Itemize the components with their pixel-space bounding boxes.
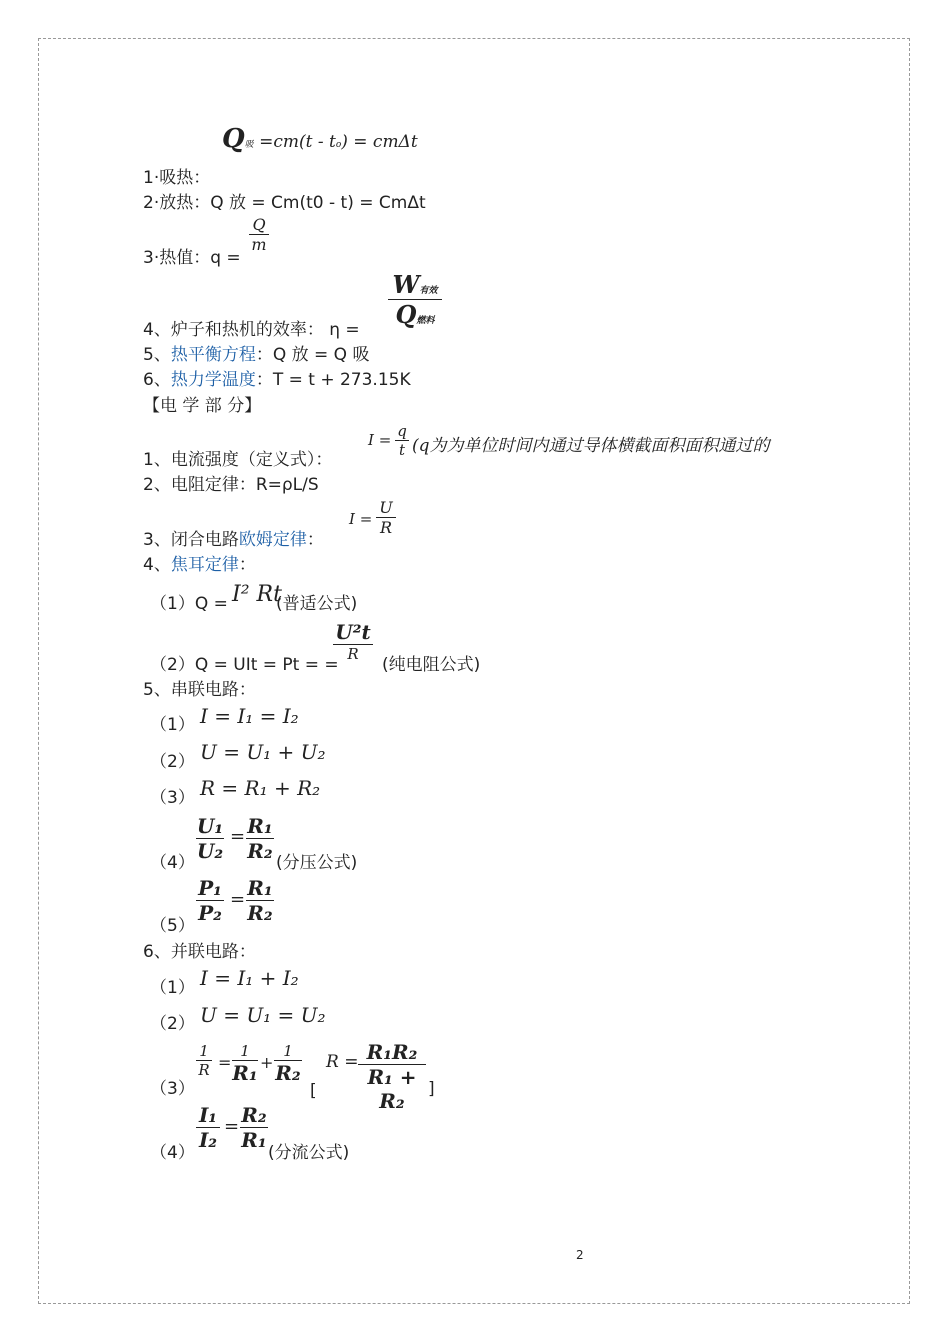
equals-sign: = [230,826,246,847]
parallel-resistance-lhs: R = [326,1052,359,1072]
heat-line-5: 5、热平衡方程：Q 放 = Q 吸 [143,345,370,365]
series-note-4: (分压公式) [276,853,358,873]
fraction-u1-over-u2: $\frac{\text{U₁}}{\text{U₂}}$ [196,814,224,863]
ohms-law-lhs: I = [349,510,373,528]
series-item-5-label: （5） [150,916,195,936]
fraction-q-over-t: $\frac{q}{t}$ [395,422,409,459]
link-heat-balance[interactable]: 热平衡方程 [170,345,256,365]
fraction-1-over-r1: 1 R₁ [232,1042,258,1085]
equals-sign: = [224,1116,240,1137]
section-heading-electric: 【电 学 部 分】 [143,396,262,416]
series-item-1-label: （1） [150,715,195,735]
parallel-formula-1: I = I₁ + I₂ [200,966,299,990]
heat-line-1: 1·吸热： [143,168,211,188]
joule-note-1: (普适公式) [276,594,358,614]
link-ohms-law[interactable]: 欧姆定律 [238,530,307,550]
parallel-item-2-label: （2） [150,1014,195,1034]
elec-line-4: 4、焦耳定律： [143,555,256,575]
fraction-r1-over-r2: $\frac{\text{R₁}}{\text{R₂}}$ [247,876,273,925]
equals-sign: = [230,889,246,910]
series-formula-3: R = R₁ + R₂ [200,776,321,800]
parallel-heading: 6、并联电路： [143,942,256,962]
plus-sign: + [260,1053,274,1072]
equals-sign: = [218,1053,232,1072]
parallel-item-3-label: （3） [150,1079,195,1099]
elec-line-3: 3、闭合电路欧姆定律： [143,530,324,550]
fraction-p1-over-p2: $\frac{\text{P₁}}{\text{P₂}}$ [196,876,224,925]
fraction-i1-over-i2: $\frac{\text{I₁}}{\text{I₂}}$ [196,1103,220,1152]
fraction-u-over-r: $\frac{U}{R}$ [376,498,396,537]
fraction-u2t-over-r: U²t R [333,620,373,663]
joule-item-1-label: （1）Q = [150,594,228,614]
parallel-item-1-label: （1） [150,978,195,998]
parallel-formula-2: U = U₁ = U₂ [200,1003,326,1027]
series-item-3-label: （3） [150,788,195,808]
fraction-1-over-r2: 1 R₂ [275,1042,301,1085]
heat-line-4: 4、炉子和热机的效率： η = [143,320,360,340]
page-number: 2 [576,1248,584,1262]
heat-line-2: 2·放热：Q 放 = Cm(t0 - t) = CmΔt [143,193,426,213]
formula-current-def: I = [368,431,392,449]
link-thermo-temperature[interactable]: 热力学温度 [170,370,256,390]
fraction-1-over-r: $\frac{1}{R}$ [196,1042,212,1079]
joule-note-2: (纯电阻公式) [382,655,481,675]
fraction-r1-over-r2: $\frac{\text{R₁}}{\text{R₂}}$ [247,814,273,863]
link-joules-law[interactable]: 焦耳定律 [170,555,239,575]
fraction-efficiency: W有效 Q燃料 [388,270,442,329]
parallel-item-4-label: （4） [150,1143,195,1163]
current-def-note: (q为为单位时间内通过导体横截面积面积通过的 [412,436,770,456]
elec-line-1: 1、电流强度（定义式）： [143,450,333,470]
fraction-r2-over-r1: $\frac{\text{R₂}}{\text{R₁}}$ [241,1103,267,1152]
series-item-2-label: （2） [150,752,195,772]
series-item-4-label: （4） [150,853,195,873]
formula-heat-absorb: Q吸 =cm(t - to) = cmΔt [222,124,418,154]
bracket-open: [ [310,1081,317,1101]
parallel-note-4: (分流公式) [268,1143,350,1163]
series-heading: 5、串联电路： [143,680,256,700]
fraction-q-over-m: $\frac{Q}{m}$ [249,215,269,254]
heat-line-6: 6、热力学温度：T = t + 273.15K [143,370,411,390]
fraction-parallel-resistance: $\frac{\text{R₁R₂}}{\text{R₁ + R₂}}$ [358,1040,426,1113]
joule-item-2-label: （2）Q = UIt = Pt = = [150,655,339,675]
series-formula-1: I = I₁ = I₂ [200,704,299,728]
elec-line-2: 2、电阻定律：R=ρL/S [143,475,319,495]
bracket-close: ] [428,1079,435,1099]
series-formula-2: U = U₁ + U₂ [200,740,326,764]
heat-line-3: 3·热值：q = [143,248,241,268]
joule-formula-1: I² Rt [232,582,282,607]
